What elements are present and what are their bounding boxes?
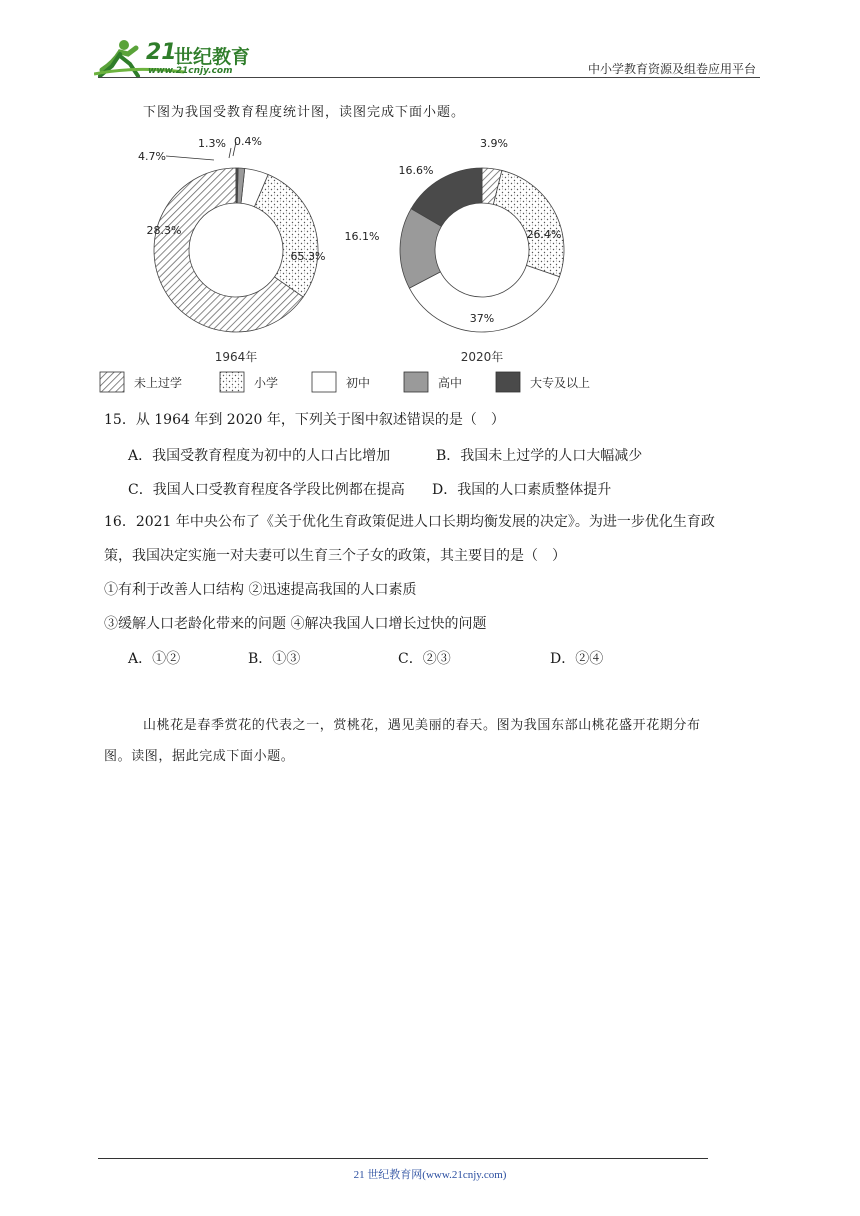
q16-stem-line2: 策，我国决定实施一对夫妻可以生育三个子女的政策，其主要目的是（ ）: [104, 548, 566, 564]
education-charts: [96, 128, 606, 394]
legend-label-senior: 高中: [438, 376, 463, 390]
q15-option-a[interactable]: A．我国受教育程度为初中的人口占比增加: [128, 448, 391, 464]
slice-1964-primary: [254, 175, 318, 297]
label-1964-college: 0.4%: [234, 135, 262, 148]
chart-title-1964: 1964年: [214, 350, 258, 364]
label-2020-primary: 26.4%: [526, 228, 562, 241]
legend-swatch-primary: [220, 372, 244, 392]
intro-text-2-line1: 山桃花是春季赏花的代表之一，赏桃花，遇见美丽的春天。图为我国东部山桃花盛开花期分布: [143, 718, 701, 733]
legend-swatch-junior: [312, 372, 336, 392]
legend-swatch-none: [100, 372, 124, 392]
q16-option-b[interactable]: B．①③: [248, 651, 301, 667]
q16-statements-line1: ①有利于改善人口结构 ②迅速提高我国的人口素质: [104, 582, 417, 598]
legend-label-none: 未上过学: [134, 376, 183, 390]
logo-url: www.21cnjy.com: [148, 66, 233, 76]
legend-label-junior: 初中: [346, 376, 371, 390]
leader-line: [166, 156, 214, 160]
label-2020-none: 3.9%: [480, 137, 508, 150]
q16-option-c[interactable]: C．②③: [398, 651, 451, 667]
q15-option-d[interactable]: D．我国的人口素质整体提升: [432, 482, 612, 498]
footer-divider: [98, 1158, 708, 1159]
q16-option-a[interactable]: A．①②: [128, 651, 181, 667]
intro-text-2-line2: 图。读图，据此完成下面小题。: [104, 749, 295, 764]
label-1964-primary: 28.3%: [146, 224, 182, 237]
logo-brand: 世纪教育: [174, 46, 251, 68]
site-logo: [94, 36, 264, 80]
q15-stem: 15．从 1964 年到 2020 年，下列关于图中叙述错误的是（ ）: [104, 412, 505, 428]
label-1964-junior: 4.7%: [138, 150, 166, 163]
header-divider: [98, 77, 760, 78]
slice-2020-primary: [493, 170, 564, 276]
donut-2020: [400, 168, 564, 332]
donut-charts: [96, 128, 606, 394]
label-1964-senior: 1.3%: [198, 137, 226, 150]
q16-stem-line1: 16．2021 年中央公布了《关于优化生育政策促进人口长期均衡发展的决定》。为进一步优化生育政: [104, 514, 715, 530]
q15-option-b[interactable]: B．我国未上过学的人口大幅减少: [436, 448, 643, 464]
logo-number: 21: [146, 40, 177, 65]
legend-swatch-college: [496, 372, 520, 392]
q16-option-d[interactable]: D．②④: [550, 651, 604, 667]
intro-text-1: 下图为我国受教育程度统计图，读图完成下面小题。: [143, 105, 466, 120]
legend-swatch-senior: [404, 372, 428, 392]
legend-label-college: 大专及以上: [530, 376, 591, 390]
leader-line: [229, 148, 231, 158]
label-1964-none: 65.3%: [290, 250, 326, 263]
q16-statements-line2: ③缓解人口老龄化带来的问题 ④解决我国人口增长过快的问题: [104, 616, 487, 632]
legend-label-primary: 小学: [254, 376, 279, 390]
label-2020-senior: 16.1%: [344, 230, 380, 243]
platform-name: 中小学教育资源及组卷应用平台: [587, 62, 756, 76]
q15-option-c[interactable]: C．我国人口受教育程度各学段比例都在提高: [128, 482, 405, 498]
footer-text: 21 世纪教育网(www.21cnjy.com): [353, 1169, 507, 1181]
label-2020-junior: 37%: [469, 312, 495, 325]
label-2020-college: 16.6%: [398, 164, 434, 177]
chart-title-2020: 2020年: [460, 350, 504, 364]
chart-legend: [100, 372, 590, 392]
